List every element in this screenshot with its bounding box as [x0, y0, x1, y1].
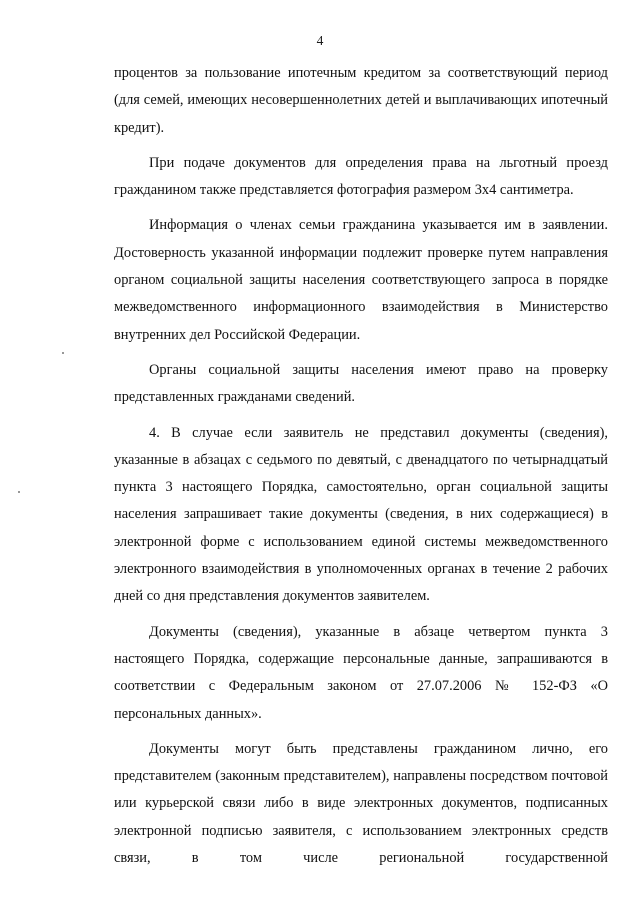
paragraph-personal-data: Документы (сведения), указанные в абзаце четвертом пункта 3 настоящего Порядка, содержащие персональные данные, запрашиваются в соответствии с Федеральным законом от 27.07.2006 № 152-ФЗ «О персональных данных».: [114, 623, 608, 722]
scan-speck: [18, 491, 20, 493]
paragraph-mortgage-interest: процентов за пользование ипотечным кредитом за соответствующий период (для семей, имеющих несовершеннолетних детей и выплачивающих ипотечный кредит).: [114, 65, 608, 136]
paragraph-family-information: Информация о членах семьи гражданина указывается им в заявлении. Достоверность указанной информации подлежит проверке путем направления органом социальной защиты населения соответствующего запроса в порядке межведомственного информационного взаимодействия в Министерство внутренних дел Российской Федерации.: [114, 217, 608, 343]
document-body: [114, 60, 608, 872]
paragraph-submission-methods: Документы могут быть представлены гражданином лично, его представителем (законным представителем), направлены посредством почтовой или курьерской связи либо в виде электронных документов, подписанных электронной подписью заявителя, с использованием электронных средств связи, в том числе региональной государственной: [114, 740, 608, 867]
page-number: 4: [316, 33, 324, 48]
paragraph-interagency-request: 4. В случае если заявитель не представил документы (сведения), указанные в абзацах с седьмого по девятый, с двенадцатого по четырнадцатый пункта 3 настоящего Порядка, самостоятельно, орган социальной защиты населения запрашивает такие документы (сведения, в них содержащиеся) в электронной форме с использованием единой системы межведомственного электронного взаимодействия в уполномоченных органах в течение 2 рабочих дней со дня представления документов заявителем.: [114, 424, 608, 605]
paragraph-photo-requirement: При подаче документов для определения права на льготный проезд гражданином также представляется фотография размером 3х4 сантиметра.: [114, 154, 608, 199]
paragraph-verification-right: Органы социальной защиты населения имеют право на проверку представленных гражданами сведений.: [114, 361, 608, 406]
scan-speck: [62, 352, 64, 354]
